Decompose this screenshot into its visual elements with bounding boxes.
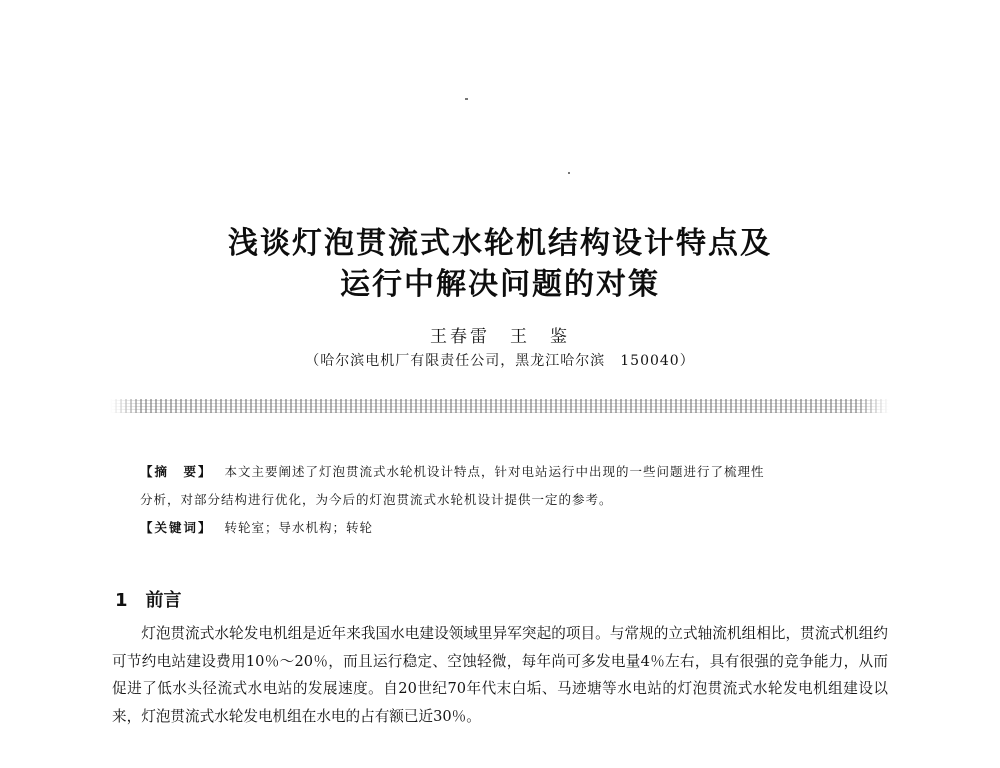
keywords-text: 转轮室；导水机构；转轮 (224, 520, 374, 535)
section-number: 1 (115, 590, 128, 611)
abstract-text-2: 分析，对部分结构进行优化，为今后的灯泡贯流式水轮机设计提供一定的参考。 (140, 492, 613, 507)
keywords-label: 【关键词】 (140, 520, 213, 535)
decorative-divider (110, 399, 890, 413)
authors: 王春雷 王 鉴 (430, 327, 570, 347)
scan-speck (568, 172, 570, 174)
abstract-line-2 (140, 490, 860, 508)
scan-speck (465, 98, 468, 100)
paper-title-line-2: 运行中解决问题的对策 (340, 267, 660, 302)
affiliation: （哈尔滨电机厂有限责任公司，黑龙江哈尔滨 150040） (305, 353, 695, 369)
section-heading (115, 586, 182, 612)
abstract-label: 【摘 要】 (140, 464, 213, 479)
keywords-line (140, 518, 860, 536)
abstract-text-1: 本文主要阐述了灯泡贯流式水轮机设计特点，针对电站运行中出现的一些问题进行了梳理性 (224, 464, 765, 479)
section-title: 前言 (145, 590, 182, 611)
paper-title-line-1: 浅谈灯泡贯流式水轮机结构设计特点及 (228, 226, 772, 261)
abstract-line-1 (140, 462, 860, 480)
body-paragraph: 灯泡贯流式水轮发电机组是近年来我国水电建设领域里异军突起的项目。与常规的立式轴流机组相比，贯流式机组约可节约电站建设费用10％～20％，而且运行稳定、空蚀轻微，每年尚可多发电量4％左右，具有很强的竞争能力，从而促进了低水头径流式水电站的发展速度。自20世纪70年代末白垢、马迹塘等水电站的灯泡贯流式水轮发电机组建设以来，灯泡贯流式水轮发电机组在水电的占有额已近30％。 (112, 625, 888, 725)
